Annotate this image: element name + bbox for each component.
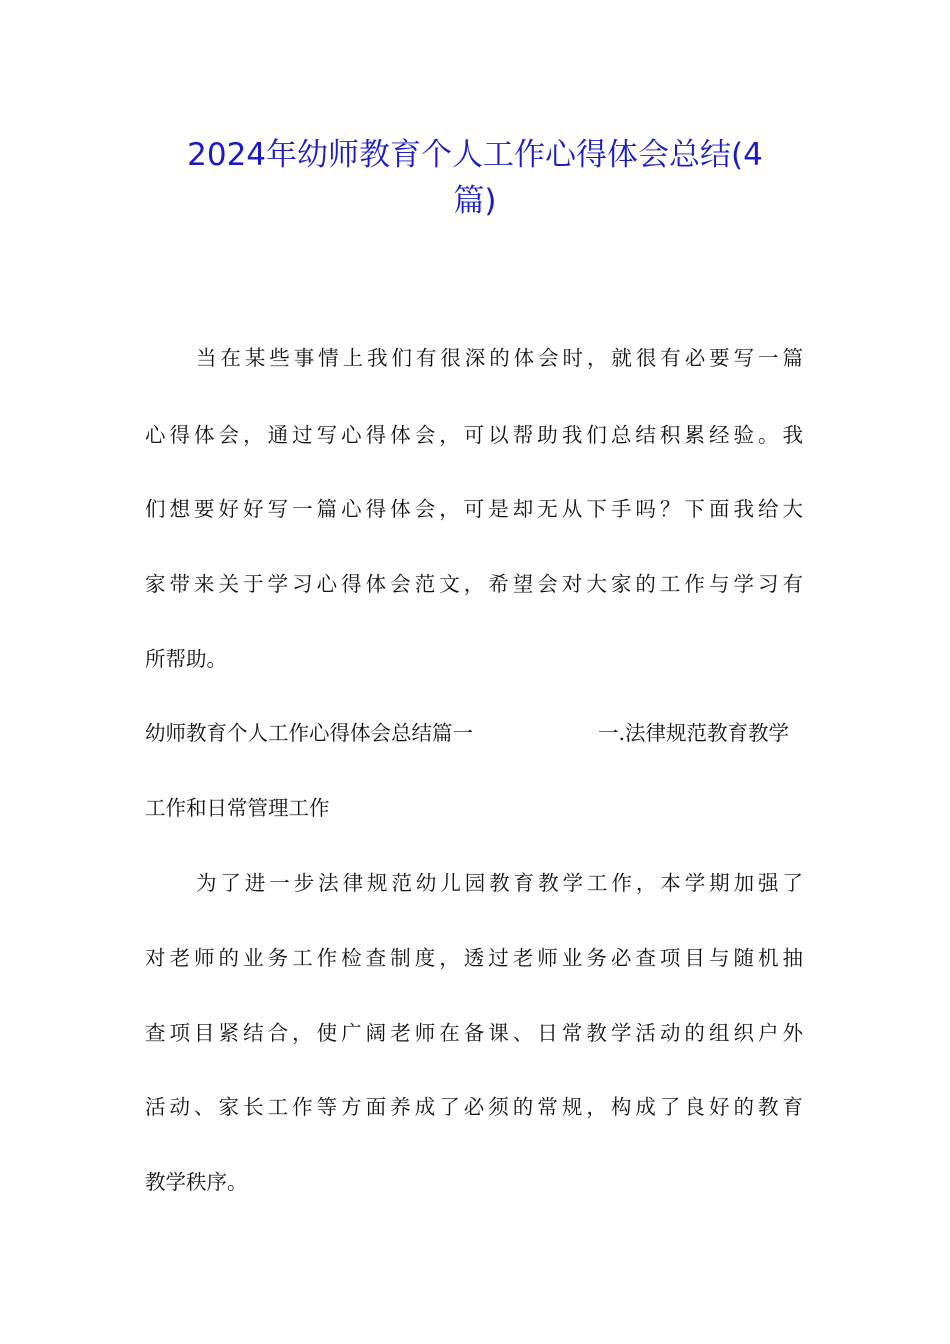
document-title-line-2: 篇) — [453, 183, 497, 219]
body-paragraph-line: 教学秩序。 — [145, 1170, 248, 1194]
intro-paragraph-line: 家带来关于学习心得体会范文，希望会对大家的工作与学习有 — [145, 572, 803, 596]
body-paragraph-line: 对老师的业务工作检查制度，透过老师业务必查项目与随机抽 — [145, 946, 803, 970]
document-title-line-1: 2024年幼师教育个人工作心得体会总结(4 — [187, 137, 763, 173]
intro-paragraph-line: 心得体会，通过写心得体会，可以帮助我们总结积累经验。我 — [145, 423, 803, 447]
body-paragraph-line: 为了进一步法律规范幼儿园教育教学工作，本学期加强了 — [196, 871, 803, 895]
body-paragraph-line: 查项目紧结合，使广阔老师在备课、日常教学活动的组织户外 — [145, 1021, 803, 1045]
body-paragraph-line: 活动、家长工作等方面养成了必须的常规，构成了良好的教育 — [145, 1095, 803, 1119]
section-heading-part-a: 幼师教育个人工作心得体会总结篇一 — [145, 721, 473, 745]
intro-paragraph-line: 当在某些事情上我们有很深的体会时，就很有必要写一篇 — [196, 346, 803, 370]
intro-paragraph-line: 所帮助。 — [145, 647, 227, 671]
section-heading-part-b: 一.法律规范教育教学 — [598, 721, 790, 745]
intro-paragraph-line: 们想要好好写一篇心得体会，可是却无从下手吗？下面我给大 — [145, 497, 803, 521]
section-heading-line-2: 工作和日常管理工作 — [145, 796, 330, 820]
